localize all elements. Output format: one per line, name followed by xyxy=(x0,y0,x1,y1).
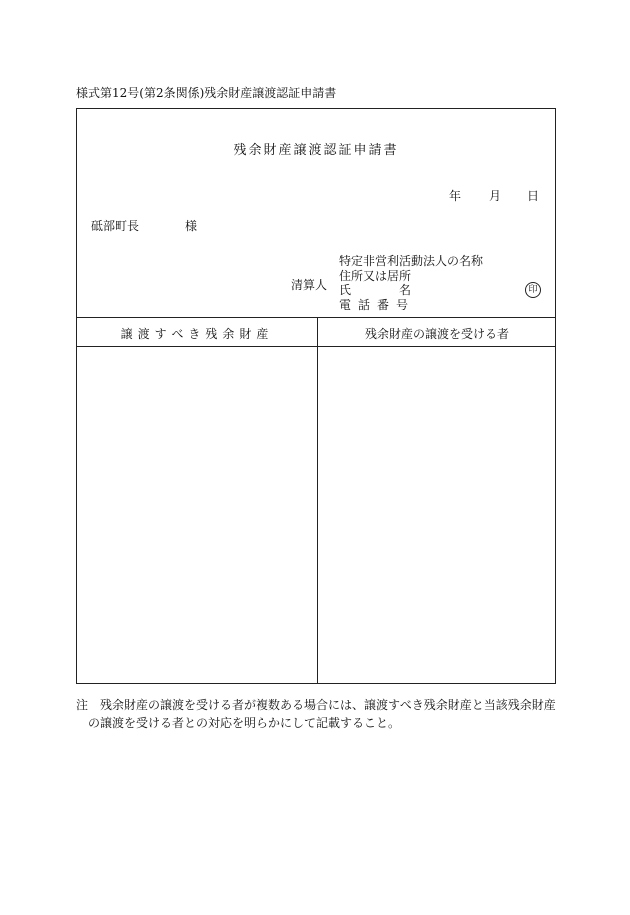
footnote-line-1: 残余財産の譲渡を受ける者が複数ある場合には、譲渡すべき残余財産と当該残余財産 xyxy=(100,698,556,712)
date-month-label: 月 xyxy=(488,189,501,203)
column-header-property: 譲渡すべき残余財産 xyxy=(120,327,274,341)
table-header-border xyxy=(77,346,555,347)
footnote-line-2: の譲渡を受ける者との対応を明らかにして記載すること。 xyxy=(88,716,401,730)
table-top-border xyxy=(77,317,555,318)
addressee-name: 砥部町長 xyxy=(91,219,140,233)
addressee-honorific: 様 xyxy=(185,219,198,233)
name-label xyxy=(339,283,483,298)
column-header-recipient: 残余財産の譲渡を受ける者 xyxy=(364,327,509,341)
liquidator-label: 清算人 xyxy=(291,278,328,292)
form-number-label: 様式第12号(第2条関係)残余財産譲渡認証申請書 xyxy=(76,86,337,100)
date-day-label: 日 xyxy=(526,189,539,203)
addressee xyxy=(91,217,197,234)
table-column-divider xyxy=(317,317,318,683)
org-name-label: 特定非営利活動法人の名称 xyxy=(339,254,484,268)
applicant-details xyxy=(339,254,483,312)
name-label-first: 氏 xyxy=(339,283,352,297)
application-form-frame xyxy=(76,108,556,684)
address-label: 住所又は居所 xyxy=(339,268,412,283)
phone-label: 電話番号 xyxy=(339,297,416,312)
footnote xyxy=(76,696,560,732)
date-year-label: 年 xyxy=(448,189,461,203)
date-line xyxy=(445,187,539,204)
form-title: 残余財産譲渡認証申請書 xyxy=(233,143,399,158)
footnote-text xyxy=(76,696,560,732)
seal-mark: 印 xyxy=(525,282,541,298)
footnote-mark: 注 xyxy=(76,698,89,712)
name-label-second: 名 xyxy=(399,283,412,297)
